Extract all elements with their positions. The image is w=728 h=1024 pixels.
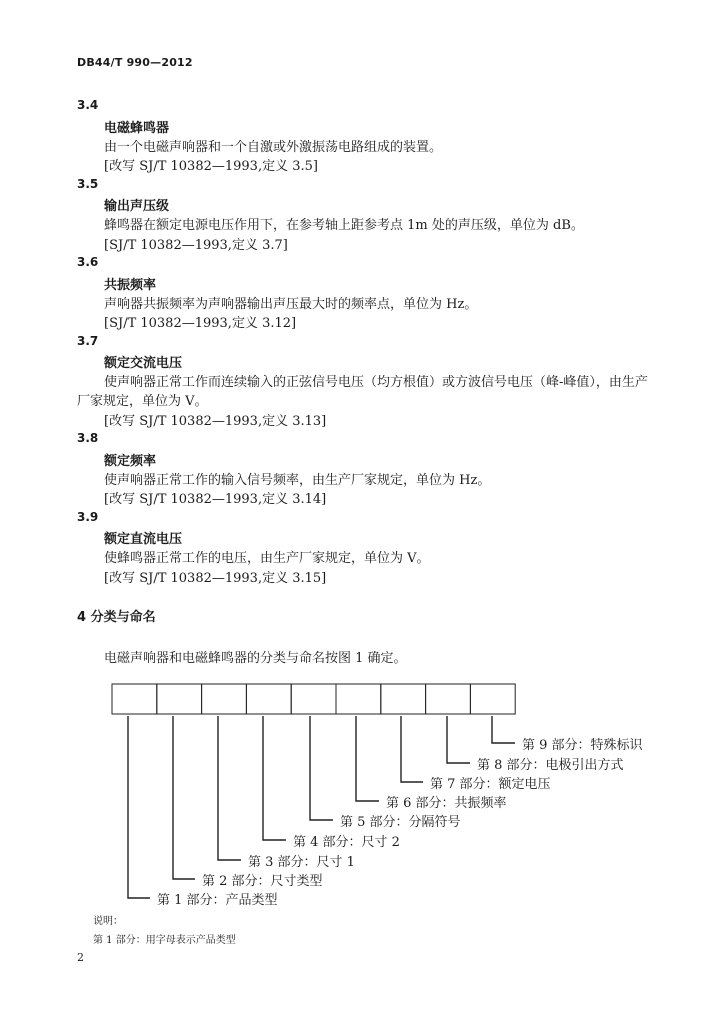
clause-source: [改写 SJ/T 10382—1993,定义 3.14] [104, 492, 327, 507]
part-box-row [112, 684, 515, 714]
part-box-6 [336, 684, 381, 714]
clause-definition: 由一个电磁声响器和一个自激或外激振荡电路组成的装置。 [104, 140, 443, 155]
clause-definition-line-2: 厂家规定，单位为 V。 [77, 394, 208, 409]
part-box-3 [202, 684, 247, 714]
leader-line-7 [401, 716, 423, 782]
part-label-5: 第 5 部分：分隔符号 [340, 815, 461, 830]
part-label-3: 第 3 部分：尺寸 1 [248, 855, 355, 870]
clause-term: 输出声压级 [104, 199, 170, 214]
leader-line-3 [218, 716, 241, 860]
clause-source: [改写 SJ/T 10382—1993,定义 3.13] [104, 414, 327, 429]
part-box-1 [112, 684, 157, 714]
section-4-title: 4 分类与命名 [77, 610, 156, 625]
notes-first-item: 第 1 部分：用字母表示产品类型 [93, 935, 236, 946]
document-id-header: DB44/T 990—2012 [77, 56, 193, 69]
clause-number: 3.5 [77, 177, 99, 191]
clause-source: [改写 SJ/T 10382—1993,定义 3.5] [104, 159, 318, 174]
section-4-intro: 电磁声响器和电磁蜂鸣器的分类与命名按图 1 确定。 [104, 651, 407, 666]
leader-line-5 [310, 716, 333, 820]
page-number: 2 [77, 951, 84, 964]
clause-number: 3.7 [77, 334, 99, 348]
part-label-9: 第 9 部分：特殊标识 [522, 738, 643, 753]
leader-line-2 [173, 716, 195, 879]
leader-line-9 [492, 716, 515, 743]
leader-line-8 [447, 716, 470, 763]
clause-term: 额定直流电压 [104, 532, 183, 547]
clause-definition-line-1: 使声响器正常工作而连续输入的正弦信号电压（均方根值）或方波信号电压（峰-峰值），由生产 [104, 375, 648, 390]
part-label-7: 第 7 部分：额定电压 [430, 777, 551, 792]
clause-number: 3.8 [77, 431, 99, 445]
leader-line-4 [263, 716, 286, 840]
part-label-2: 第 2 部分：尺寸类型 [202, 874, 323, 889]
clause-number: 3.4 [77, 98, 99, 112]
part-box-7 [381, 684, 426, 714]
clause-definition: 使声响器正常工作的输入信号频率，由生产厂家规定，单位为 Hz。 [104, 473, 491, 488]
part-label-6: 第 6 部分：共振频率 [386, 796, 507, 811]
clause-definition: 使蜂鸣器正常工作的电压，由生产厂家规定，单位为 V。 [104, 551, 430, 566]
clause-term: 额定频率 [104, 454, 157, 469]
clause-number: 3.6 [77, 255, 99, 269]
clause-source: [SJ/T 10382—1993,定义 3.12] [104, 316, 297, 331]
clause-term: 共振频率 [104, 278, 157, 293]
part-label-4: 第 4 部分：尺寸 2 [293, 835, 400, 850]
clause-number: 3.9 [77, 510, 99, 524]
clause-definition: 蜂鸣器在额定电源电压作用下，在参考轴上距参考点 1m 处的声压级，单位为 dB。 [104, 218, 584, 233]
clause-term: 电磁蜂鸣器 [104, 121, 170, 136]
clause-definition: 声响器共振频率为声响器输出声压最大时的频率点，单位为 Hz。 [104, 297, 478, 312]
clause-source: [SJ/T 10382—1993,定义 3.7] [104, 238, 288, 253]
part-box-2 [157, 684, 202, 714]
part-label-8: 第 8 部分：电极引出方式 [477, 758, 624, 773]
leader-line-6 [356, 716, 379, 801]
notes-label: 说明： [93, 916, 123, 927]
part-box-8 [426, 684, 471, 714]
part-box-4 [246, 684, 291, 714]
clause-source: [改写 SJ/T 10382—1993,定义 3.15] [104, 571, 327, 586]
part-box-5 [291, 684, 336, 714]
part-box-9 [470, 684, 515, 714]
clause-term: 额定交流电压 [104, 356, 183, 371]
part-label-1: 第 1 部分：产品类型 [157, 893, 278, 908]
leader-line-1 [128, 716, 150, 898]
